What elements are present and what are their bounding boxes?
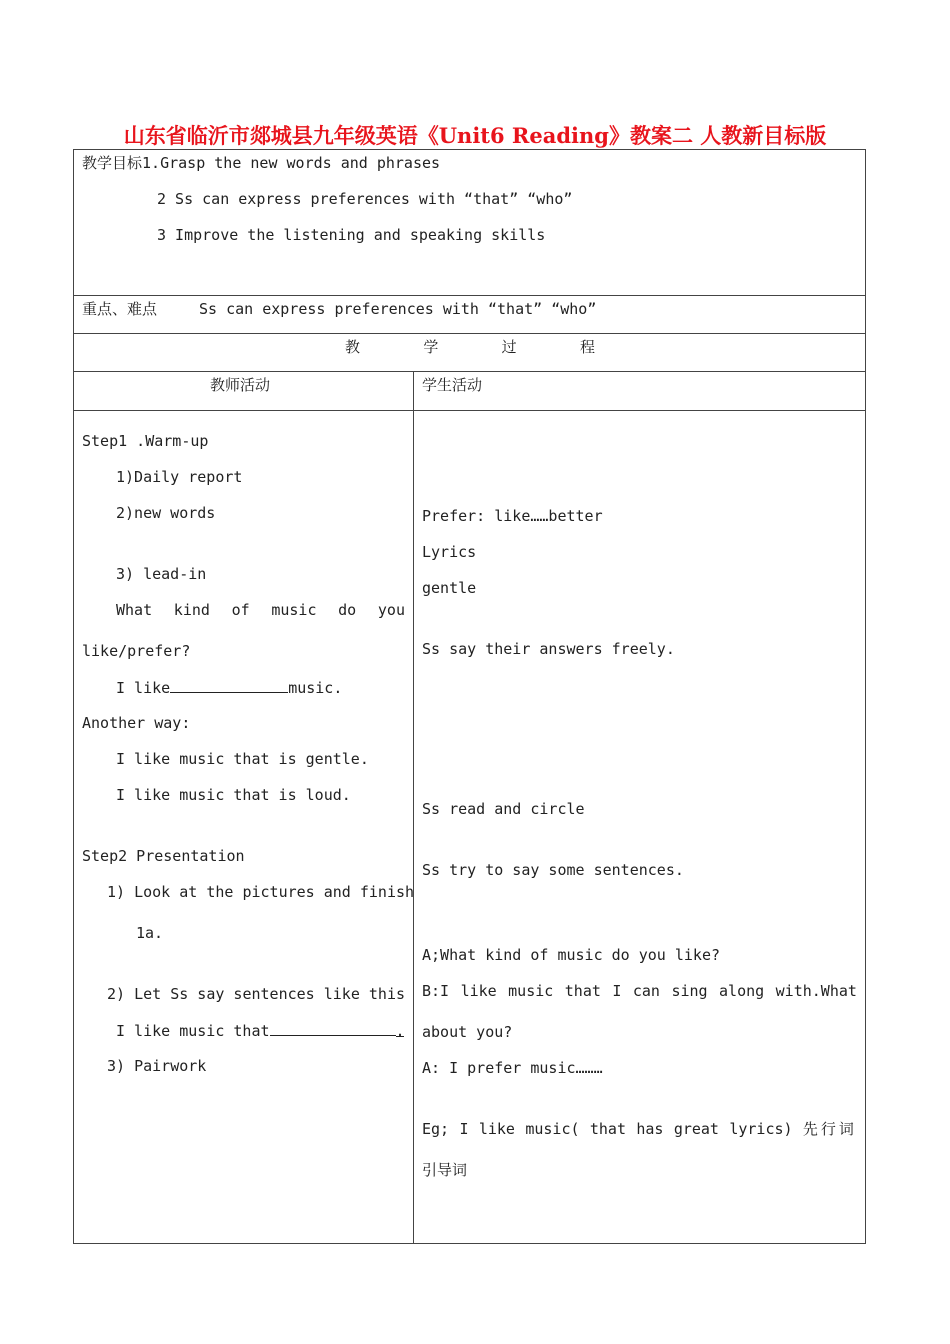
let-ss-say: 2) Let Ss say sentences like this	[107, 985, 406, 1003]
objectives-label: 教学目标	[82, 154, 143, 172]
example-word: I	[459, 1120, 469, 1138]
gentle-word: gentle	[422, 579, 477, 597]
question-word: you	[377, 601, 405, 619]
new-words: 2)new words	[116, 504, 216, 522]
teacher-column-header: 教师活动	[210, 376, 271, 394]
step1-heading: Step1 .Warm-up	[82, 432, 209, 450]
process-char: 程	[579, 338, 595, 356]
dialog-word: music	[508, 982, 554, 1000]
example-line	[422, 1120, 857, 1138]
dialog-a: A;What kind of music do you like?	[422, 946, 721, 964]
example-word: that	[589, 1120, 626, 1138]
dialog-word: I	[612, 982, 622, 1000]
question-word: kind	[173, 601, 210, 619]
dialog-b-line	[422, 982, 857, 1000]
read-and-circle: Ss read and circle	[422, 800, 585, 818]
lesson-plan-table	[73, 149, 866, 1244]
student-activity-cell	[413, 410, 866, 1244]
i-like-line	[116, 678, 342, 697]
like-that-line	[116, 1021, 404, 1040]
example-word: great	[673, 1120, 719, 1138]
example-gentle: I like music that is gentle.	[116, 750, 369, 768]
answers-freely: Ss say their answers freely.	[422, 640, 675, 658]
lead-in: 3) lead-in	[116, 565, 207, 583]
dialog-b-end: about you?	[422, 1023, 513, 1041]
pairwork: 3) Pairwork	[107, 1057, 207, 1075]
dialog-word: can	[632, 982, 660, 1000]
objective-item: 3 Improve the listening and speaking skills	[157, 226, 546, 244]
question-end: like/prefer?	[82, 642, 191, 660]
dialog-word: B:I	[422, 982, 450, 1000]
question-word: of	[231, 601, 250, 619]
example-word: Eg;	[422, 1120, 450, 1138]
dialog-word: that	[564, 982, 601, 1000]
example-word: has	[636, 1120, 664, 1138]
process-header	[345, 338, 595, 356]
exercise-1a: 1a.	[136, 924, 164, 942]
music-text: music.	[288, 679, 343, 697]
blank-period: .	[395, 1022, 405, 1040]
process-char: 过	[501, 338, 517, 356]
i-like-text: I like	[116, 679, 171, 697]
dialog-word: along	[719, 982, 765, 1000]
dialog-word: sing	[671, 982, 708, 1000]
focus-label: 重点、难点	[82, 300, 158, 318]
question-word: do	[338, 601, 357, 619]
example-word: 先行词	[802, 1120, 857, 1138]
fill-in-blank	[270, 1021, 396, 1036]
question-line	[116, 601, 405, 619]
teacher-activity-cell	[73, 410, 414, 1244]
focus-text: Ss can express preferences with “that” “who”	[199, 300, 597, 318]
fill-in-blank	[170, 678, 288, 693]
guide-word: 引导词	[422, 1161, 468, 1179]
dialog-word: with.What	[775, 982, 857, 1000]
example-loud: I like music that is loud.	[116, 786, 351, 804]
dialog-word: like	[460, 982, 497, 1000]
step2-heading: Step2 Presentation	[82, 847, 245, 865]
process-char: 教	[345, 338, 361, 356]
student-column-header: 学生活动	[422, 376, 483, 394]
example-word: lyrics)	[729, 1120, 793, 1138]
example-word: like	[478, 1120, 515, 1138]
document-title: 山东省临沂市郯城县九年级英语《Unit6 Reading》教案二 人教新目标版	[123, 123, 827, 148]
objective-item: 2 Ss can express preferences with “that” “who”	[157, 190, 573, 208]
try-to-say: Ss try to say some sentences.	[422, 861, 684, 879]
process-char: 学	[423, 338, 439, 356]
question-word: What	[116, 601, 153, 619]
like-that-text: I like music that	[116, 1022, 270, 1040]
daily-report: 1)Daily report	[116, 468, 243, 486]
dialog-a2: A: I prefer music………	[422, 1059, 603, 1077]
look-pictures: 1) Look at the pictures and finish	[107, 883, 415, 901]
another-way: Another way:	[82, 714, 191, 732]
question-word: music	[271, 601, 317, 619]
prefer-definition: Prefer: like……better	[422, 507, 603, 525]
objective-item: 1.Grasp the new words and phrases	[142, 154, 441, 172]
lyrics-word: Lyrics	[422, 543, 477, 561]
example-word: music(	[525, 1120, 580, 1138]
